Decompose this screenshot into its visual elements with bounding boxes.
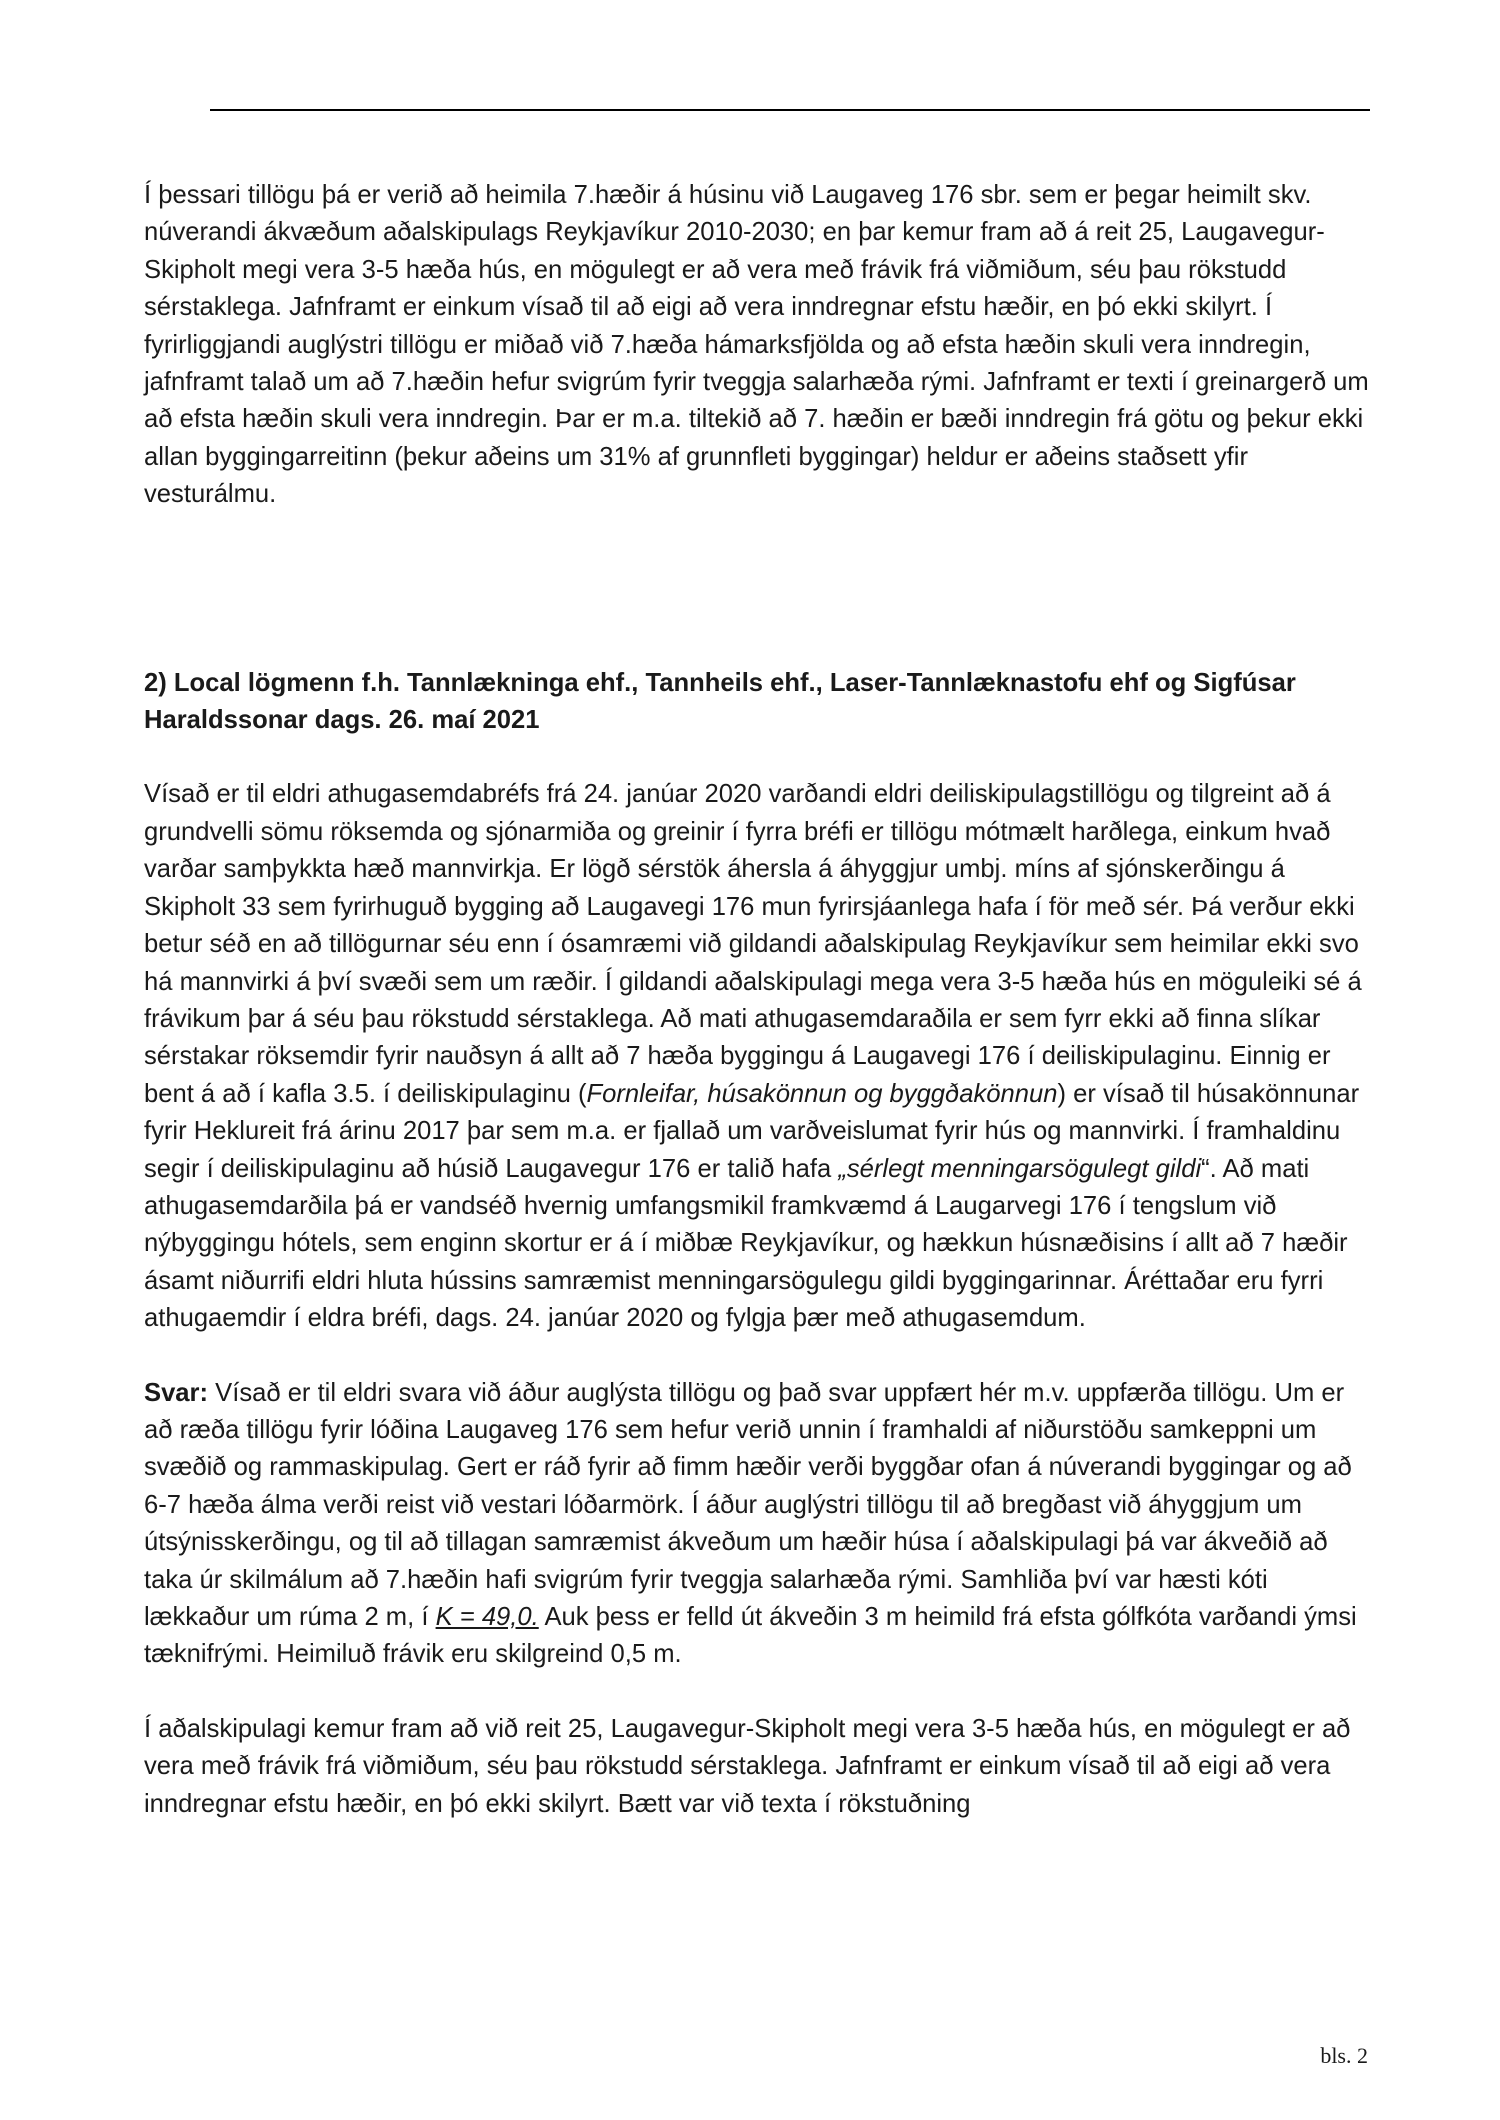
paragraph-master-plan: Í aðalskipulagi kemur fram að við reit 25, Laugavegur-Skipholt megi vera 3-5 hæða hús, en mögulegt er að vera með frávik frá viðmiðum, séu þau rökstudd sérstaklega. Jafnframt er einkum vísað til að eigi að vera inndregnar efstu hæðir, en þó ekki skilyrt. Bætt var við texta í rökstuðning — [144, 1714, 1351, 1818]
objection-text-b: ) er vísað til húsakönnunar fyrir Heklureit frá árinu 2017 þar sem m.a. er fjallað um varðveislumat fyrir hús og mannvirki. Í framhaldinu segir í deiliskipulaginu að húsið Laugavegur 176 er talið hafa — [144, 1079, 1360, 1183]
section-heading: 2) Local lögmenn f.h. Tannlækninga ehf., Tannheils ehf., Laser-Tannlæknastofu ehf og Sigfúsar Haraldssonar dags. 26. maí 2021 — [144, 668, 1296, 735]
answer-text-b: Auk þess er felld út ákveðin 3 m heimild frá efsta gólfkóta varðandi ýmsi tæknifrými. Heimiluð frávik eru skilgreind 0,5 m. — [144, 1603, 1357, 1669]
header-rule — [210, 109, 1370, 111]
answer-text-a: Vísað er til eldri svara við áður auglýsta tillögu og það svar uppfært hér m.v. uppfærða tillögu. Um er að ræða tillögu fyrir lóðina Laugaveg 176 sem hefur verið unnin í framhaldi af niðurstöðu samkeppni um svæðið og rammaskipulag. Gert er ráð fyrir að fimm hæðir verði byggðar ofan á núverandi byggingar og að 6-7 hæða álma verði reist við vestari lóðarmörk. Í áður auglýstri tillögu til að bregðast við áhyggjum um útsýnisskerðingu, og til að tillagan samræmist ákveðum um hæðir húsa í aðalskipulagi þá var ákveðið að taka úr skilmálum að 7.hæðin hafi svigrúm fyrir tveggja salarhæða rými. Samhliða því var hæsti kóti lækkaður um rúma 2 m, í — [144, 1378, 1352, 1631]
paragraph-objection — [144, 776, 1374, 1337]
objection-text-c: “. Að mati athugasemdarðila þá er vandséð hvernig umfangsmikil framkvæmd á Laugarvegi 176 í tengslum við nýbyggingu hótels, sem enginn skortur er á í miðbæ Reykjavíkur, og hækkun húsnæðisins í allt að 7 hæðir ásamt niðurrifi eldri hluta hússins samræmist menningarsögulegu gildi byggingarinnar. Áréttaðar eru fyrri athugaemdir í eldra bréfi, dags. 24. janúar 2020 og fylgja þær með athugasemdum. — [144, 1154, 1348, 1333]
answer-label: Svar: — [144, 1378, 209, 1407]
page-number: bls. 2 — [1320, 2043, 1368, 2068]
document-body — [144, 177, 1374, 1823]
objection-italic-title: Fornleifar, húsakönnun og byggðakönnun — [586, 1079, 1058, 1108]
answer-elevation-value: K = 49,0. — [435, 1603, 539, 1631]
objection-text-a: Vísað er til eldri athugasemdabréfs frá 24. janúar 2020 varðandi eldri deiliskipulagstillögu og tilgreint að á grundvelli sömu röksemda og sjónarmiða og greinir í fyrra bréfi er tillögu mótmælt harðlega, einkum hvað varðar samþykkta hæð mannvirkja. Er lögð sérstök áhersla á áhyggjur umbj. míns af sjónskerðingu á Skipholt 33 sem fyrirhuguð bygging að Laugavegi 176 mun fyrirsjáanlega hafa í för með sér. Þá verður ekki betur séð en að tillögurnar séu enn í ósamræmi við gildandi aðalskipulag Reykjavíkur sem heimilar ekki svo há mannvirki á því svæði sem um ræðir. Í gildandi aðalskipulagi mega vera 3-5 hæða hús en möguleiki sé á frávikum þar á séu þau rökstudd sérstaklega. Að mati athugasemdaraðila er sem fyrr ekki að finna slíkar sérstakar röksemdir fyrir nauðsyn á allt að 7 hæða byggingu á Laugavegi 176 í deiliskipulaginu. Einnig er bent á að í kafla 3.5. í deiliskipulaginu ( — [144, 780, 1362, 1108]
paragraph-answer — [144, 1375, 1374, 1674]
paragraph-intro: Í þessari tillögu þá er verið að heimila 7.hæðir á húsinu við Laugaveg 176 sbr. sem er þegar heimilt skv. núverandi ákvæðum aðalskipulags Reykjavíkur 2010-2030; en þar kemur fram að á reit 25, Laugavegur-Skipholt megi vera 3-5 hæða hús, en mögulegt er að vera með frávik frá viðmiðum, séu þau rökstudd sérstaklega. Jafnframt er einkum vísað til að eigi að vera inndregnar efstu hæðir, en þó ekki skilyrt. Í fyrirliggjandi auglýstri tillögu er miðað við 7.hæða hámarksfjölda og að efsta hæðin skuli vera inndregin, jafnframt talað um að 7.hæðin hefur svigrúm fyrir tveggja salarhæða rými. Jafnframt er texti í greinargerð um að efsta hæðin skuli vera inndregin. Þar er m.a. tiltekið að 7. hæðin er bæði inndregin frá götu og þekur ekki allan byggingarreitinn (þekur aðeins um 31% af grunnfleti byggingar) heldur er aðeins staðsett yfir vesturálmu. — [144, 181, 1369, 509]
objection-italic-quote: „sérlegt menningarsögulegt gildi — [838, 1154, 1202, 1183]
